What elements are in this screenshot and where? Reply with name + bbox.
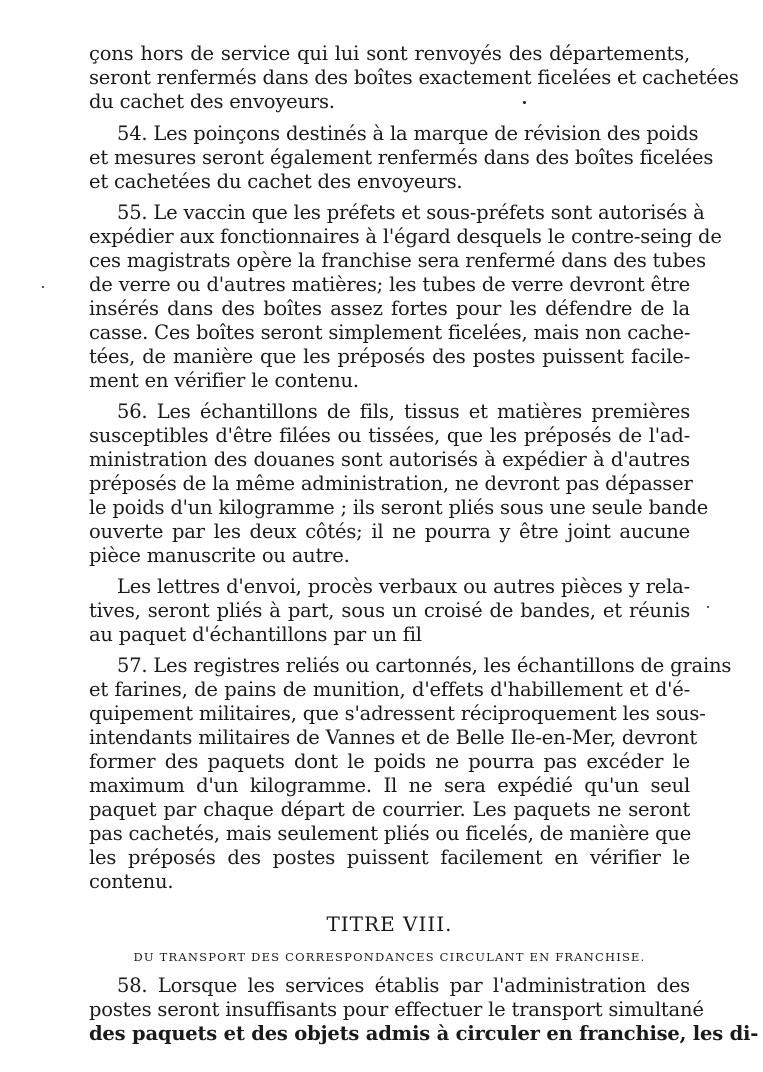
text-line: intendants militaires de Vannes et de Belle Ile-en-Mer, devront [89, 726, 698, 749]
ink-speck [42, 286, 44, 288]
text-line: ministration des douanes sont autorisés à expédier à d'autres [89, 448, 690, 471]
text-line: des paquets et des objets admis à circuler en franchise, les di- [89, 1022, 759, 1045]
text-line: du cachet des envoyeurs. [89, 90, 335, 113]
text-line: le poids d'un kilogramme ; ils seront pliés sous une seule bande [89, 496, 709, 519]
text-line: et mesures seront également renfermés dans des boîtes ficelées [89, 146, 714, 169]
text-line: casse. Ces boîtes seront simplement ficelées, mais non cache- [89, 321, 691, 344]
text-line: maximum d'un kilogramme. Il ne sera expédié qu'un seul [89, 774, 690, 797]
text-line: les préposés des postes puissent facilement en vérifier le [89, 846, 690, 869]
text-line: susceptibles d'être filées ou tissées, que les préposés de l'ad- [89, 424, 690, 447]
text-line: et cachetées du cachet des envoyeurs. [89, 170, 463, 193]
text-line: ouverte par les deux côtés; il ne pourra y être joint aucune [89, 520, 690, 543]
text-line: seront renfermés dans des boîtes exactement ficelées et cachetées [89, 66, 739, 89]
text-line: ment en vérifier le contenu. [89, 369, 359, 392]
text-line: de verre ou d'autres matières; les tubes de verre devront être [89, 273, 690, 296]
text-line: çons hors de service qui lui sont renvoyés des départements, [89, 42, 690, 65]
text-line: pièce manuscrite ou autre. [89, 544, 350, 567]
section-subtitle: DU TRANSPORT DES CORRESPONDANCES CIRCULANT EN FRANCHISE. [133, 950, 646, 964]
text-line: tées, de manière que les préposés des postes puissent facile- [89, 345, 690, 368]
text-line: 54. Les poinçons destinés à la marque de révision des poids [117, 122, 699, 145]
text-line: tives, seront pliés à part, sous un croisé de bandes, et réunis [89, 599, 690, 622]
text-line: 57. Les registres reliés ou cartonnés, les échantillons de grains [117, 654, 732, 677]
text-line: pas cachetés, mais seulement pliés ou ficelés, de manière que [89, 822, 692, 845]
text-line: ces magistrats opère la franchise sera renfermé dans des tubes [89, 249, 706, 272]
text-line: 55. Le vaccin que les préfets et sous-préfets sont autorisés à [117, 201, 705, 224]
text-line: et farines, de pains de munition, d'effets d'habillement et d'é- [89, 678, 690, 701]
section-title: TITRE VIII. [326, 912, 453, 936]
text-line: Les lettres d'envoi, procès verbaux ou autres pièces y rela- [117, 575, 690, 598]
text-line: préposés de la même administration, ne devront pas dépasser [89, 472, 693, 495]
text-line: 58. Lorsque les services établis par l'administration des [117, 974, 690, 997]
text-line: contenu. [89, 870, 174, 893]
text-line: insérés dans des boîtes assez fortes pour les défendre de la [89, 297, 690, 320]
text-line: postes seront insuffisants pour effectuer le transport simultané [89, 998, 704, 1021]
text-line: quipement militaires, que s'adressent réciproquement les sous- [89, 702, 706, 725]
text-line: former des paquets dont le poids ne pourra pas excéder le [89, 750, 690, 773]
text-line: expédier aux fonctionnaires à l'égard desquels le contre-seing de [89, 225, 722, 248]
ink-speck [523, 101, 526, 104]
text-line: au paquet d'échantillons par un fil [89, 623, 422, 646]
ink-speck [707, 606, 709, 608]
text-line: paquet par chaque départ de courrier. Les paquets ne seront [89, 798, 690, 821]
text-line: 56. Les échantillons de fils, tissus et matières premières [117, 400, 690, 423]
